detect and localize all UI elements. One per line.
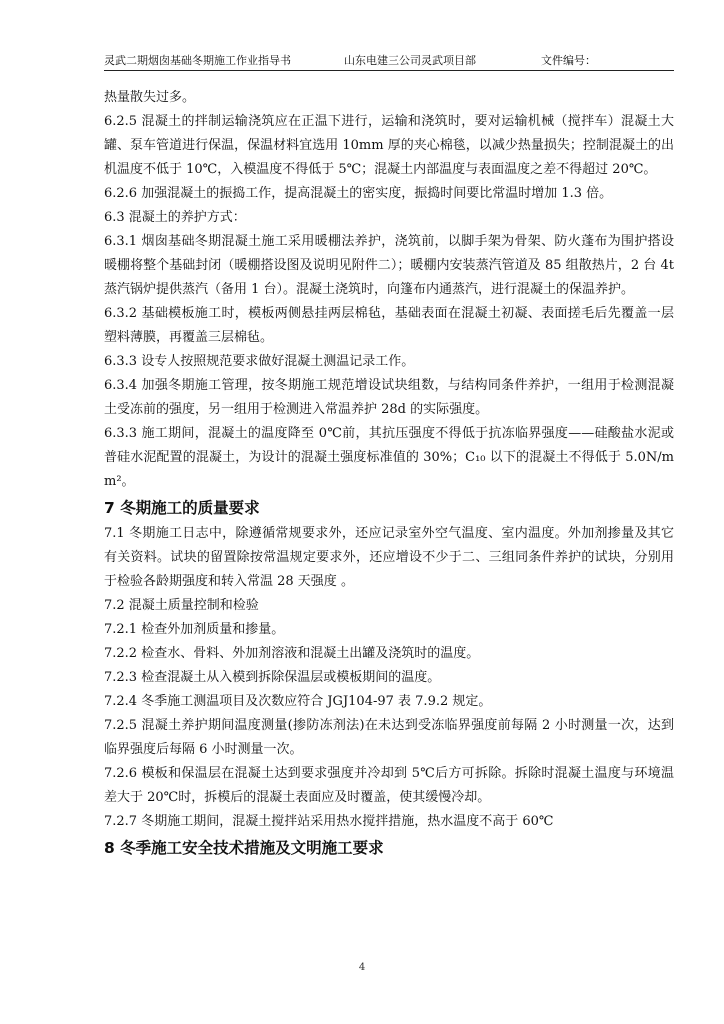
header-file-number-label: 文件编号： (541, 54, 596, 67)
paragraph-7-2-3: 7.2.3 检查混凝土从入模到拆除保温层或模板期间的温度。 (104, 670, 441, 685)
paragraph-6-2-6: 6.2.6 加强混凝土的振捣工作，提高混凝土的密实度，振捣时间要比常温时增加 1.3 倍。 (104, 186, 613, 201)
paragraph-7-2-7: 7.2.7 冬期施工期间，混凝土搅拌站采用热水搅拌措施，热水温度不高于 60℃ (104, 814, 554, 829)
paragraph-6-3-1: 6.3.1 烟囱基础冬期混凝土施工采用暖棚法养护，浇筑前，以脚手架为骨架、防火蓬布为围护搭设暖棚将整个基础封闭（暖棚搭设图及说明见附件二）；暖棚内安装蒸汽管道及 85 组散热片，2 台 4t 蒸汽锅炉提供蒸汽（备用 1 台）。混凝土浇筑时，向篷布内通蒸汽，进行混凝土的保温养护。 (104, 234, 674, 297)
header-document-title: 灵武二期烟囱基础冬期施工作业指导书 (104, 54, 291, 67)
paragraph-6-3-3-b: 6.3.3 施工期间，混凝土的温度降至 0℃前，其抗压强度不得低于抗冻临界强度——硅酸盐水泥或普硅水泥配置的混凝土，为设计的混凝土强度标准值的 30%；C₁₀ 以下的混凝土不得低于 5.0N/mm²。 (104, 426, 674, 489)
paragraph-6-3-4: 6.3.4 加强冬期施工管理，按冬期施工规范增设试块组数，与结构同条件养护，一组用于检测混凝土受冻前的强度，另一组用于检测进入常温养护 28d 的实际强度。 (104, 378, 674, 417)
header-department: 山东电建三公司灵武项目部 (344, 54, 476, 67)
page-number: 4 (358, 962, 366, 973)
paragraph-6-2-5: 6.2.5 混凝土的拌制运输浇筑应在正温下进行，运输和浇筑时，要对运输机械（搅拌车）混凝土大罐、泵车管道进行保温，保温材料宜选用 10mm 厚的夹心棉毯，以减少热量损失；控制混凝土的出机温度不低于 10℃，入模温度不得低于 5℃；混凝土内部温度与表面温度之差不得超过 20℃。 (104, 114, 674, 177)
paragraph-6-3-3-a: 6.3.3 设专人按照规范要求做好混凝土测温记录工作。 (104, 354, 415, 369)
paragraph-6-3: 6.3 混凝土的养护方式： (104, 210, 246, 225)
paragraph-7-2-4: 7.2.4 冬季施工测温项目及次数应符合 JGJ104-97 表 7.9.2 规定。 (104, 694, 492, 709)
paragraph-7-2-2: 7.2.2 检查水、骨料、外加剂溶液和混凝土出罐及浇筑时的温度。 (104, 646, 480, 661)
paragraph-7-2: 7.2 混凝土质量控制和检验 (104, 598, 259, 613)
paragraph-heat-loss: 热量散失过多。 (104, 90, 196, 105)
section-heading-8: 8 冬季施工安全技术措施及文明施工要求 (104, 839, 384, 857)
page-header (104, 50, 674, 71)
paragraph-7-2-5: 7.2.5 混凝土养护期间温度测量(掺防冻剂法)在未达到受冻临界强度前每隔 2 小时测量一次，达到临界强度后每隔 6 小时测量一次。 (104, 718, 674, 757)
paragraph-7-2-1: 7.2.1 检查外加剂质量和掺量。 (104, 622, 285, 637)
document-body (104, 86, 674, 862)
paragraph-7-2-6: 7.2.6 模板和保温层在混凝土达到要求强度并冷却到 5℃后方可拆除。拆除时混凝土温度与环境温差大于 20℃时，拆模后的混凝土表面应及时覆盖，使其缓慢冷却。 (104, 766, 674, 805)
section-heading-7: 7 冬期施工的质量要求 (104, 499, 260, 517)
paragraph-7-1: 7.1 冬期施工日志中，除遵循常规要求外，还应记录室外空气温度、室内温度。外加剂掺量及其它有关资料。试块的留置除按常温规定要求外，还应增设不少于二、三组同条件养护的试块，分别用于检验各龄期强度和转入常温 28 天强度 。 (104, 526, 674, 589)
paragraph-6-3-2: 6.3.2 基础模板施工时，模板两侧悬挂两层棉毡，基础表面在混凝土初凝、表面搓毛后先覆盖一层塑料薄膜，再覆盖三层棉毡。 (104, 306, 674, 345)
